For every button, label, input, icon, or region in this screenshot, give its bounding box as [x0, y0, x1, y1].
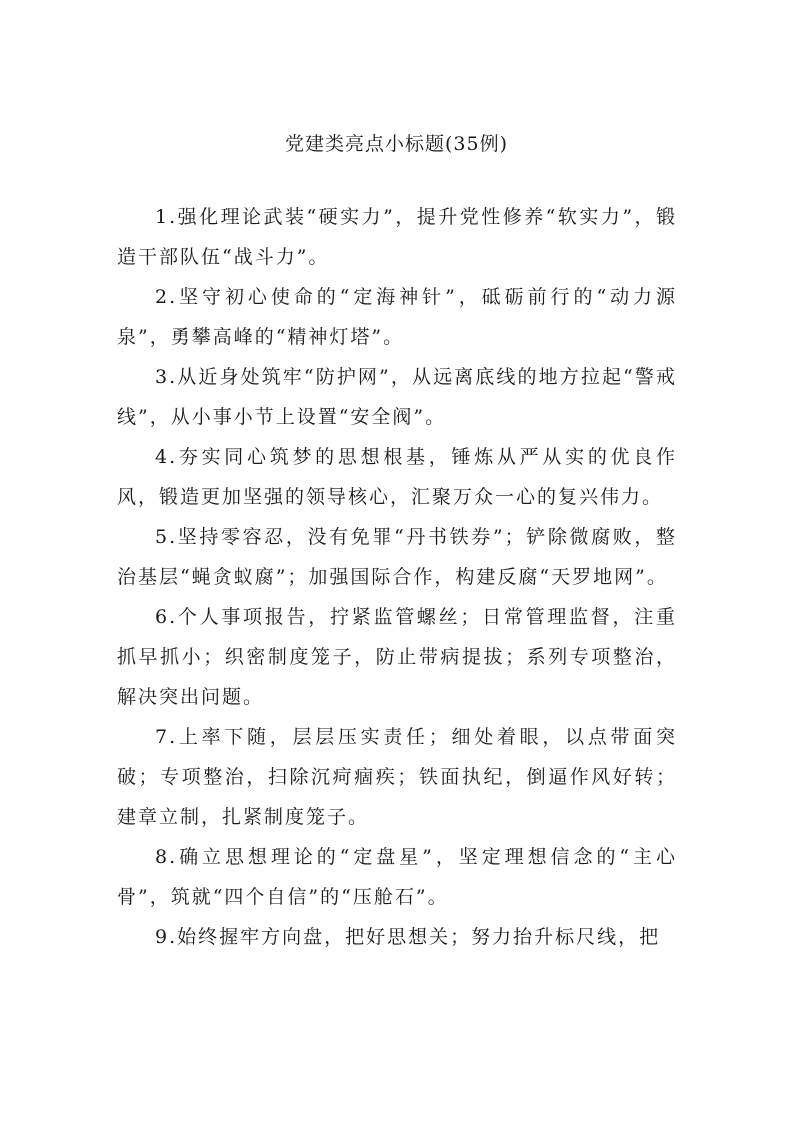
paragraph-2: 2.坚守初心使命的“定海神针”，砥砺前行的“动力源泉”，勇攀高峰的“精神灯塔”。 [117, 286, 677, 348]
document-body [117, 197, 677, 957]
paragraph-7: 7.上率下随，层层压实责任；细处着眼，以点带面突破；专项整治，扫除沉疴痼疾；铁面执纪，倒逼作风好转；建章立制，扎紧制度笼子。 [117, 726, 677, 828]
paragraph-9: 9.始终握牢方向盘，把好思想关；努力抬升标尺线，把 [155, 926, 661, 948]
paragraph-3: 3.从近身处筑牢“防护网”，从远离底线的地方拉起“警戒线”，从小事小节上设置“安全阀”。 [117, 366, 677, 428]
paragraph-5: 5.坚持零容忍，没有免罪“丹书铁券”；铲除微腐败，整治基层“蝇贪蚁腐”；加强国际合作，构建反腐“天罗地网”。 [117, 526, 677, 588]
paragraph-8: 8.确立思想理论的“定盘星”，坚定理想信念的“主心骨”，筑就“四个自信”的“压舱石”。 [117, 846, 677, 908]
paragraph-4: 4.夯实同心筑梦的思想根基，锤炼从严从实的优良作风，锻造更加坚强的领导核心，汇聚万众一心的复兴伟力。 [117, 446, 677, 508]
paragraph-6: 6.个人事项报告，拧紧监管螺丝；日常管理监督，注重抓早抓小；织密制度笼子，防止带病提拔；系列专项整治，解决突出问题。 [117, 606, 677, 708]
paragraph-1: 1.强化理论武装“硬实力”，提升党性修养“软实力”，锻造干部队伍“战斗力”。 [117, 206, 677, 268]
document-title: 党建类亮点小标题(35例) [284, 133, 508, 155]
